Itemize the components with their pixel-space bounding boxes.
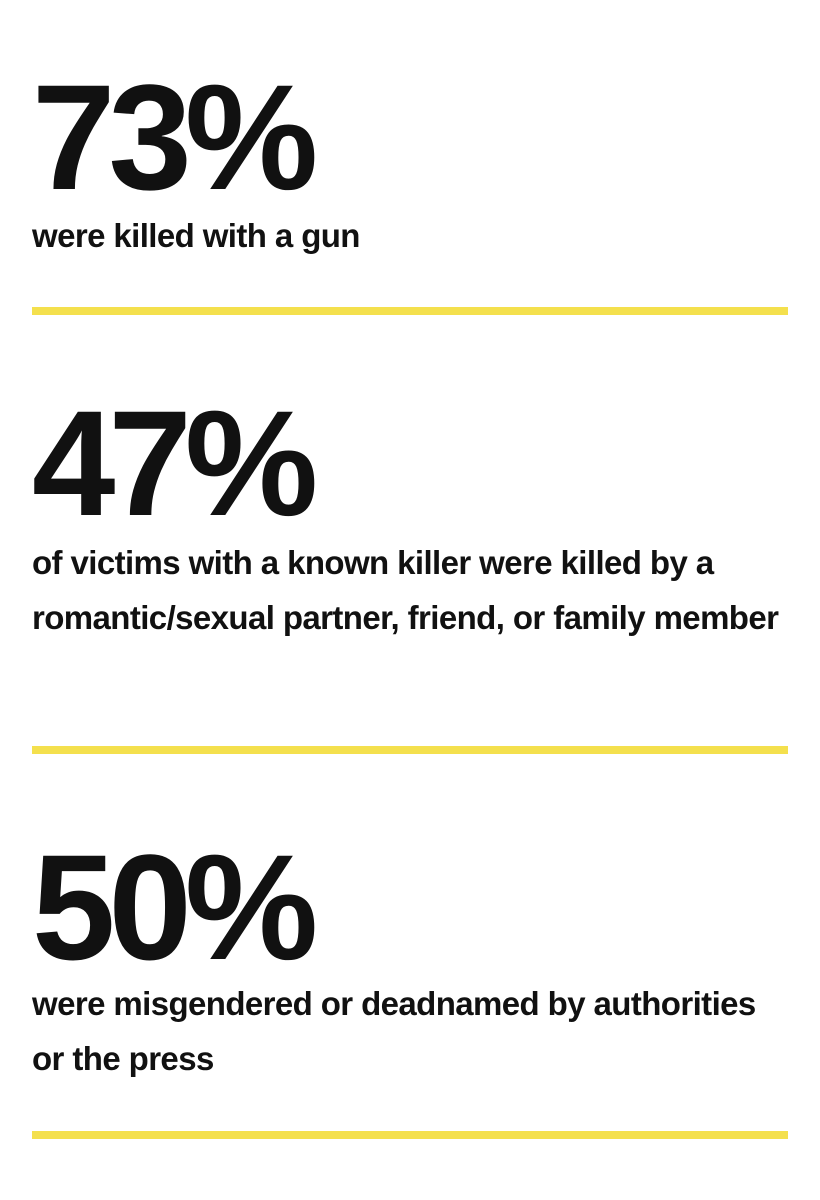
stat-description: of victims with a known killer were killed by a romantic/sexual partner, friend, or family member bbox=[32, 544, 779, 636]
stat-description: were misgendered or deadnamed by authorities or the press bbox=[32, 985, 756, 1077]
stat-value: 47% bbox=[32, 379, 312, 547]
stat-value: 50% bbox=[32, 823, 312, 991]
stat-value: 73% bbox=[32, 53, 312, 221]
divider-rule bbox=[32, 307, 788, 315]
divider-rule bbox=[32, 1131, 788, 1139]
stat-description: were killed with a gun bbox=[32, 217, 360, 254]
divider-rule bbox=[32, 746, 788, 754]
